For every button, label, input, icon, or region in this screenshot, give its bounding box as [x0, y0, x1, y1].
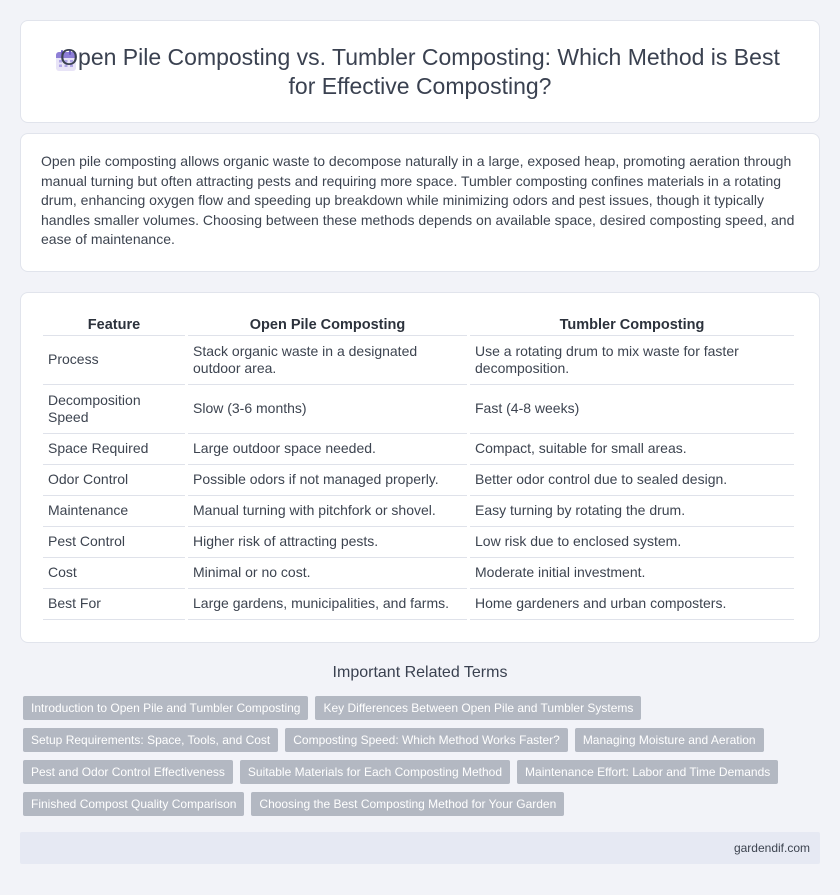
- related-terms-title: Important Related Terms: [332, 664, 508, 681]
- related-term-tag[interactable]: Pest and Odor Control Effectiveness: [23, 760, 233, 784]
- footer-site-name[interactable]: gardendif.com: [733, 841, 810, 855]
- table-row: [43, 434, 794, 465]
- tumbler-cell: Fast (4-8 weeks): [470, 385, 794, 434]
- table-row: [43, 465, 794, 496]
- related-term-tag[interactable]: Introduction to Open Pile and Tumbler Composting: [23, 696, 308, 720]
- page-title: Open Pile Composting vs. Tumbler Composting: Which Method is Best for Effective Composting?: [60, 44, 780, 99]
- intro-card: [20, 133, 820, 272]
- related-term-tag[interactable]: Managing Moisture and Aeration: [575, 728, 764, 752]
- comparison-table: [40, 311, 797, 620]
- footer: [20, 832, 820, 864]
- related-term-tag[interactable]: Composting Speed: Which Method Works Faster?: [285, 728, 568, 752]
- open-pile-cell: Manual turning with pitchfork or shovel.: [188, 496, 467, 527]
- related-term-tag[interactable]: Finished Compost Quality Comparison: [23, 792, 244, 816]
- related-terms-tags: [23, 696, 813, 824]
- feature-cell: Best For: [43, 589, 185, 620]
- related-term-tag[interactable]: Key Differences Between Open Pile and Tumbler Systems: [315, 696, 641, 720]
- column-header-tumbler: Tumbler Composting: [470, 311, 794, 336]
- tumbler-cell: Use a rotating drum to mix waste for faster decomposition.: [470, 336, 794, 385]
- tumbler-cell: Better odor control due to sealed design.: [470, 465, 794, 496]
- related-term-tag[interactable]: Setup Requirements: Space, Tools, and Cost: [23, 728, 278, 752]
- feature-cell: Maintenance: [43, 496, 185, 527]
- related-term-tag[interactable]: Suitable Materials for Each Composting Method: [240, 760, 510, 784]
- tumbler-cell: Low risk due to enclosed system.: [470, 527, 794, 558]
- feature-cell: Odor Control: [43, 465, 185, 496]
- tumbler-cell: Compact, suitable for small areas.: [470, 434, 794, 465]
- related-term-tag[interactable]: Maintenance Effort: Labor and Time Demands: [517, 760, 778, 784]
- tumbler-cell: Moderate initial investment.: [470, 558, 794, 589]
- feature-cell: Space Required: [43, 434, 185, 465]
- table-row: [43, 527, 794, 558]
- column-header-feature: Feature: [43, 311, 185, 336]
- table-row: [43, 589, 794, 620]
- tumbler-cell: Easy turning by rotating the drum.: [470, 496, 794, 527]
- open-pile-cell: Large outdoor space needed.: [188, 434, 467, 465]
- open-pile-cell: Higher risk of attracting pests.: [188, 527, 467, 558]
- feature-cell: Pest Control: [43, 527, 185, 558]
- table-row: [43, 336, 794, 385]
- open-pile-cell: Stack organic waste in a designated outdoor area.: [188, 336, 467, 385]
- feature-cell: Cost: [43, 558, 185, 589]
- table-row: [43, 385, 794, 434]
- open-pile-cell: Slow (3-6 months): [188, 385, 467, 434]
- feature-cell: Process: [43, 336, 185, 385]
- comparison-table-card: [20, 292, 820, 643]
- related-term-tag[interactable]: Choosing the Best Composting Method for Your Garden: [251, 792, 564, 816]
- column-header-open-pile: Open Pile Composting: [188, 311, 467, 336]
- open-pile-cell: Large gardens, municipalities, and farms.: [188, 589, 467, 620]
- open-pile-cell: Minimal or no cost.: [188, 558, 467, 589]
- table-row: [43, 496, 794, 527]
- open-pile-cell: Possible odors if not managed properly.: [188, 465, 467, 496]
- header-card: [20, 20, 820, 123]
- table-row: [43, 558, 794, 589]
- intro-paragraph: Open pile composting allows organic waste to decompose naturally in a large, exposed heap, promoting aeration through manual turning but often attracting pests and requiring more space. Tumbler composting confines materials in a rotating drum, enhancing oxygen flow and speeding up breakdown while minimizing odors and pest issues, though it typically handles smaller volumes. Choosing between these methods depends on available space, desired composting speed, and ease of maintenance.: [41, 153, 795, 248]
- tumbler-cell: Home gardeners and urban composters.: [470, 589, 794, 620]
- feature-cell: Decomposition Speed: [43, 385, 185, 434]
